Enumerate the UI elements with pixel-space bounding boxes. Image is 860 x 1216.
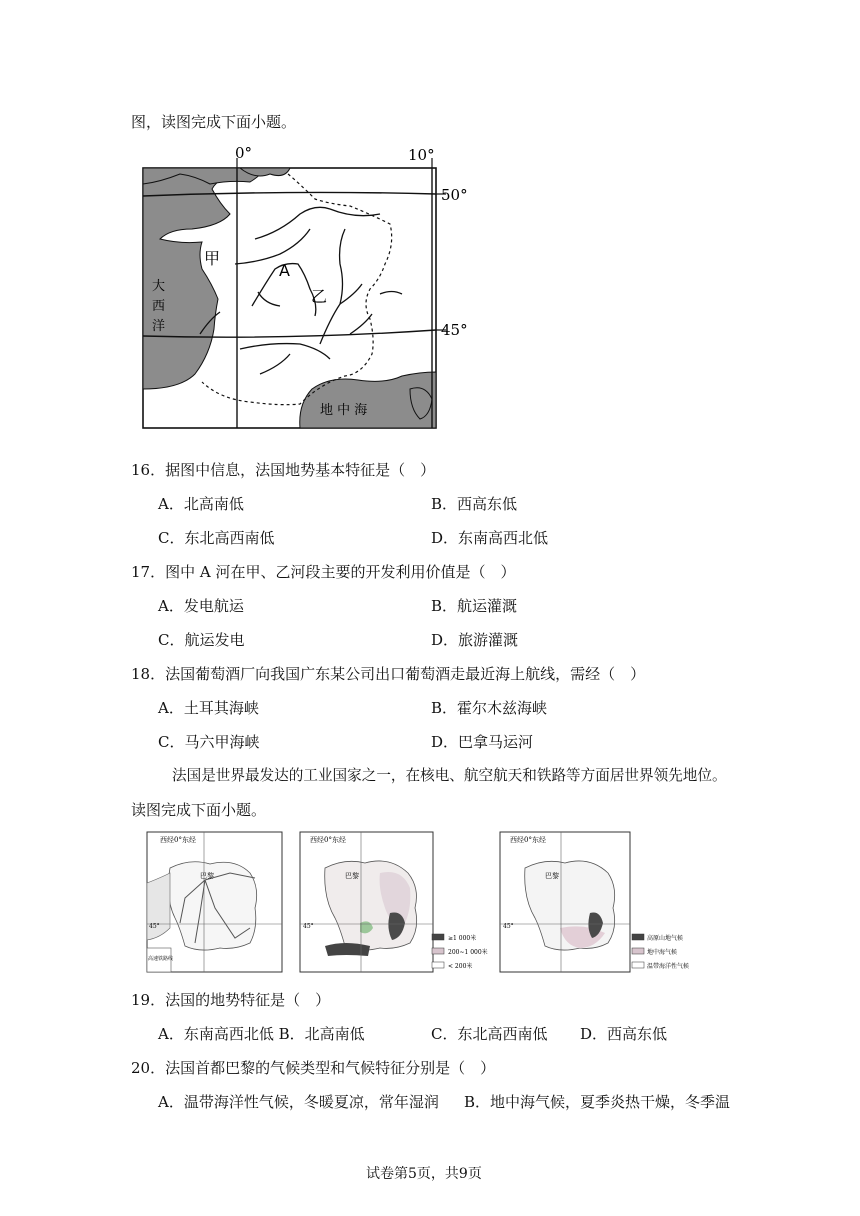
q16-option-b[interactable]: B．西高东低 — [431, 495, 518, 513]
map-b-legend-3: < 200米 — [448, 963, 473, 970]
label-atlantic-2: 西 — [152, 299, 166, 314]
map-c-legend-2: 地中海气候 — [647, 949, 678, 956]
relief-map — [300, 832, 488, 972]
map-a-lat: 45° — [149, 923, 160, 930]
france-three-maps — [140, 828, 740, 978]
q17-option-c[interactable]: C．航运发电 — [158, 631, 245, 649]
q18-stem: 18．法国葡萄酒厂向我国广东某公司出口葡萄酒走最近海上航线，需经（ ） — [131, 665, 646, 683]
label-mediterranean: 地 中 海 — [320, 403, 368, 418]
q16-stem: 16．据图中信息，法国地势基本特征是（ ） — [131, 461, 436, 479]
map-a-city: 巴黎 — [200, 872, 214, 880]
map-c-legend-3: 温带海洋性气候 — [647, 963, 690, 970]
lon-0-label: 0° — [235, 144, 253, 162]
lon-10-label: 10° — [408, 146, 435, 164]
q18-option-c[interactable]: C．马六甲海峡 — [158, 733, 260, 751]
q18-option-a[interactable]: A．土耳其海峡 — [158, 699, 259, 717]
q19-stem: 19．法国的地势特征是（ ） — [131, 991, 331, 1009]
label-river-a: A — [279, 261, 290, 280]
q17-stem: 17．图中 A 河在甲、乙河段主要的开发利用价值是（ ） — [131, 563, 516, 581]
map-b-legend-2: 200~1 000米 — [448, 949, 488, 956]
q17-option-b[interactable]: B．航运灌溉 — [431, 597, 518, 615]
map-c-legend-1: 高原山地气候 — [647, 935, 684, 942]
label-yi: 乙 — [311, 287, 328, 306]
q19-option-c[interactable]: C．东北高西南低 — [431, 1025, 548, 1043]
q16-option-a[interactable]: A．北高南低 — [158, 495, 244, 513]
map-b-city: 巴黎 — [345, 872, 359, 880]
label-jia: 甲 — [204, 249, 221, 268]
map-c-top-label: 西经0°东经 — [510, 836, 546, 844]
q18-option-b[interactable]: B．霍尔木兹海峡 — [431, 699, 548, 717]
q18-option-d[interactable]: D．巴拿马运河 — [431, 733, 534, 751]
map-a-legend: 高速铁路线 — [148, 956, 174, 962]
map-b-lat: 45° — [303, 923, 314, 930]
map-a-top-label: 西经0°东经 — [160, 836, 196, 844]
france-river-map — [140, 144, 480, 434]
map-c-lat: 45° — [503, 923, 514, 930]
label-atlantic-3: 洋 — [152, 319, 166, 334]
map-c-city: 巴黎 — [545, 872, 559, 880]
lat-50-label: 50° — [441, 186, 468, 204]
lat-45-label: 45° — [441, 321, 468, 339]
q20-stem: 20．法国首都巴黎的气候类型和气候特征分别是（ ） — [131, 1059, 496, 1077]
railway-map — [147, 832, 282, 972]
q17-option-d[interactable]: D．旅游灌溉 — [431, 631, 519, 649]
intro-text: 图，读图完成下面小题。 — [131, 113, 297, 131]
q17-option-a[interactable]: A．发电航运 — [158, 597, 244, 615]
page-footer: 试卷第5页，共9页 — [366, 1166, 482, 1182]
climate-map — [500, 832, 689, 972]
label-atlantic-1: 大 — [152, 279, 166, 294]
map-b-legend-1: ≥1 000米 — [448, 935, 477, 942]
q19-option-d[interactable]: D．西高东低 — [580, 1025, 668, 1043]
q20-option-a[interactable]: A．温带海洋性气候，冬暖夏凉，常年湿润 — [158, 1093, 439, 1111]
q16-option-d[interactable]: D．东南高西北低 — [431, 529, 549, 547]
q19-option-a[interactable]: A．东南高西北低 B．北高南低 — [158, 1025, 365, 1043]
map-b-top-label: 西经0°东经 — [310, 836, 346, 844]
intro2-line1: 法国是世界最发达的工业国家之一，在核电、航空航天和铁路等方面居世界领先地位。 — [172, 767, 727, 784]
intro2-line2: 读图完成下面小题。 — [131, 801, 267, 819]
q20-option-b[interactable]: B．地中海气候，夏季炎热干燥，冬季温 — [464, 1093, 731, 1111]
q16-option-c[interactable]: C．东北高西南低 — [158, 529, 275, 547]
